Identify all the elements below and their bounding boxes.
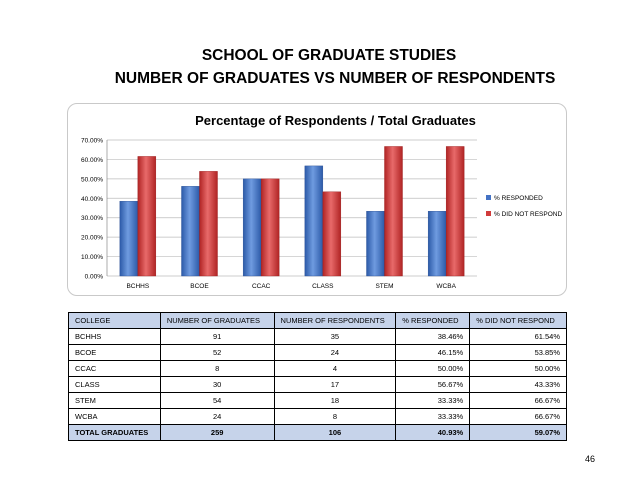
legend-label: % RESPONDED xyxy=(494,195,543,202)
legend-label: % DID NOT RESPOND xyxy=(494,211,563,218)
y-tick-label: 40.00% xyxy=(80,195,103,203)
table-row xyxy=(69,361,567,377)
cell-graduates: 52 xyxy=(160,345,274,361)
total-graduates: 259 xyxy=(160,425,274,441)
header-respondents: NUMBER OF RESPONDENTS xyxy=(274,313,396,329)
cell-college: STEM xyxy=(69,393,161,409)
table-total-row xyxy=(69,425,567,441)
cell-respondents: 18 xyxy=(274,393,396,409)
header-college: COLLEGE xyxy=(69,313,161,329)
cell-responded-pct: 56.67% xyxy=(396,377,470,393)
cell-college: CLASS xyxy=(69,377,161,393)
cell-college: BCHHS xyxy=(69,329,161,345)
cell-graduates: 24 xyxy=(160,409,274,425)
total-responded-pct: 40.93% xyxy=(396,425,470,441)
bar-responded xyxy=(243,179,261,276)
y-tick-label: 20.00% xyxy=(80,234,103,242)
page-title-line-1: SCHOOL OF GRADUATE STUDIES xyxy=(201,47,457,64)
cell-graduates: 8 xyxy=(160,361,274,377)
cell-respondents: 24 xyxy=(274,345,396,361)
page-title-line-2: NUMBER OF GRADUATES VS NUMBER OF RESPONDENTS xyxy=(114,70,556,87)
table-row xyxy=(69,345,567,361)
bar-not-responded xyxy=(138,156,156,276)
bar-responded xyxy=(367,211,385,276)
x-tick-label: STEM xyxy=(375,283,394,290)
table-row xyxy=(69,393,567,409)
bar-responded xyxy=(182,186,200,276)
x-tick-label: CLASS xyxy=(312,283,334,290)
page-title xyxy=(0,44,638,90)
x-tick-label: BCOE xyxy=(190,283,209,290)
cell-not-responded-pct: 53.85% xyxy=(470,345,567,361)
cell-graduates: 54 xyxy=(160,393,274,409)
bar-responded xyxy=(120,201,138,276)
data-table xyxy=(68,312,567,441)
legend-swatch xyxy=(486,195,491,200)
y-tick-label: 30.00% xyxy=(80,215,103,223)
legend-swatch xyxy=(486,211,491,216)
cell-not-responded-pct: 66.67% xyxy=(470,409,567,425)
x-tick-label: WCBA xyxy=(436,283,456,290)
cell-college: WCBA xyxy=(69,409,161,425)
cell-responded-pct: 33.33% xyxy=(396,409,470,425)
page-number: 46 xyxy=(585,454,596,464)
y-tick-label: 70.00% xyxy=(80,137,103,145)
y-tick-label: 10.00% xyxy=(80,254,103,262)
header-graduates: NUMBER OF GRADUATES xyxy=(160,313,274,329)
bar-not-responded xyxy=(200,171,218,276)
table-header-row xyxy=(69,313,567,329)
total-respondents: 106 xyxy=(274,425,396,441)
cell-college: BCOE xyxy=(69,345,161,361)
cell-not-responded-pct: 50.00% xyxy=(470,361,567,377)
table-row xyxy=(69,409,567,425)
x-tick-label: BCHHS xyxy=(126,283,150,290)
y-tick-label: 60.00% xyxy=(80,156,103,164)
cell-responded-pct: 50.00% xyxy=(396,361,470,377)
table-row xyxy=(69,377,567,393)
cell-responded-pct: 46.15% xyxy=(396,345,470,361)
cell-not-responded-pct: 66.67% xyxy=(470,393,567,409)
header-not-responded-pct: % DID NOT RESPOND xyxy=(470,313,567,329)
chart-title: Percentage of Respondents / Total Graduates xyxy=(195,113,476,128)
cell-not-responded-pct: 43.33% xyxy=(470,377,567,393)
cell-college: CCAC xyxy=(69,361,161,377)
table-row xyxy=(69,329,567,345)
cell-respondents: 17 xyxy=(274,377,396,393)
cell-responded-pct: 33.33% xyxy=(396,393,470,409)
bar-not-responded xyxy=(385,146,403,276)
cell-responded-pct: 38.46% xyxy=(396,329,470,345)
cell-respondents: 35 xyxy=(274,329,396,345)
total-not-responded-pct: 59.07% xyxy=(470,425,567,441)
bar-chart xyxy=(67,103,567,296)
cell-respondents: 4 xyxy=(274,361,396,377)
header-responded-pct: % RESPONDED xyxy=(396,313,470,329)
cell-graduates: 30 xyxy=(160,377,274,393)
bar-not-responded xyxy=(446,146,464,276)
y-tick-label: 50.00% xyxy=(80,176,103,184)
y-tick-label: 0.00% xyxy=(84,273,103,281)
bar-responded xyxy=(428,211,446,276)
total-label: TOTAL GRADUATES xyxy=(69,425,161,441)
x-tick-label: CCAC xyxy=(251,283,271,290)
cell-not-responded-pct: 61.54% xyxy=(470,329,567,345)
cell-graduates: 91 xyxy=(160,329,274,345)
cell-respondents: 8 xyxy=(274,409,396,425)
bar-not-responded xyxy=(323,192,341,276)
bar-responded xyxy=(305,166,323,276)
bar-not-responded xyxy=(261,179,279,276)
